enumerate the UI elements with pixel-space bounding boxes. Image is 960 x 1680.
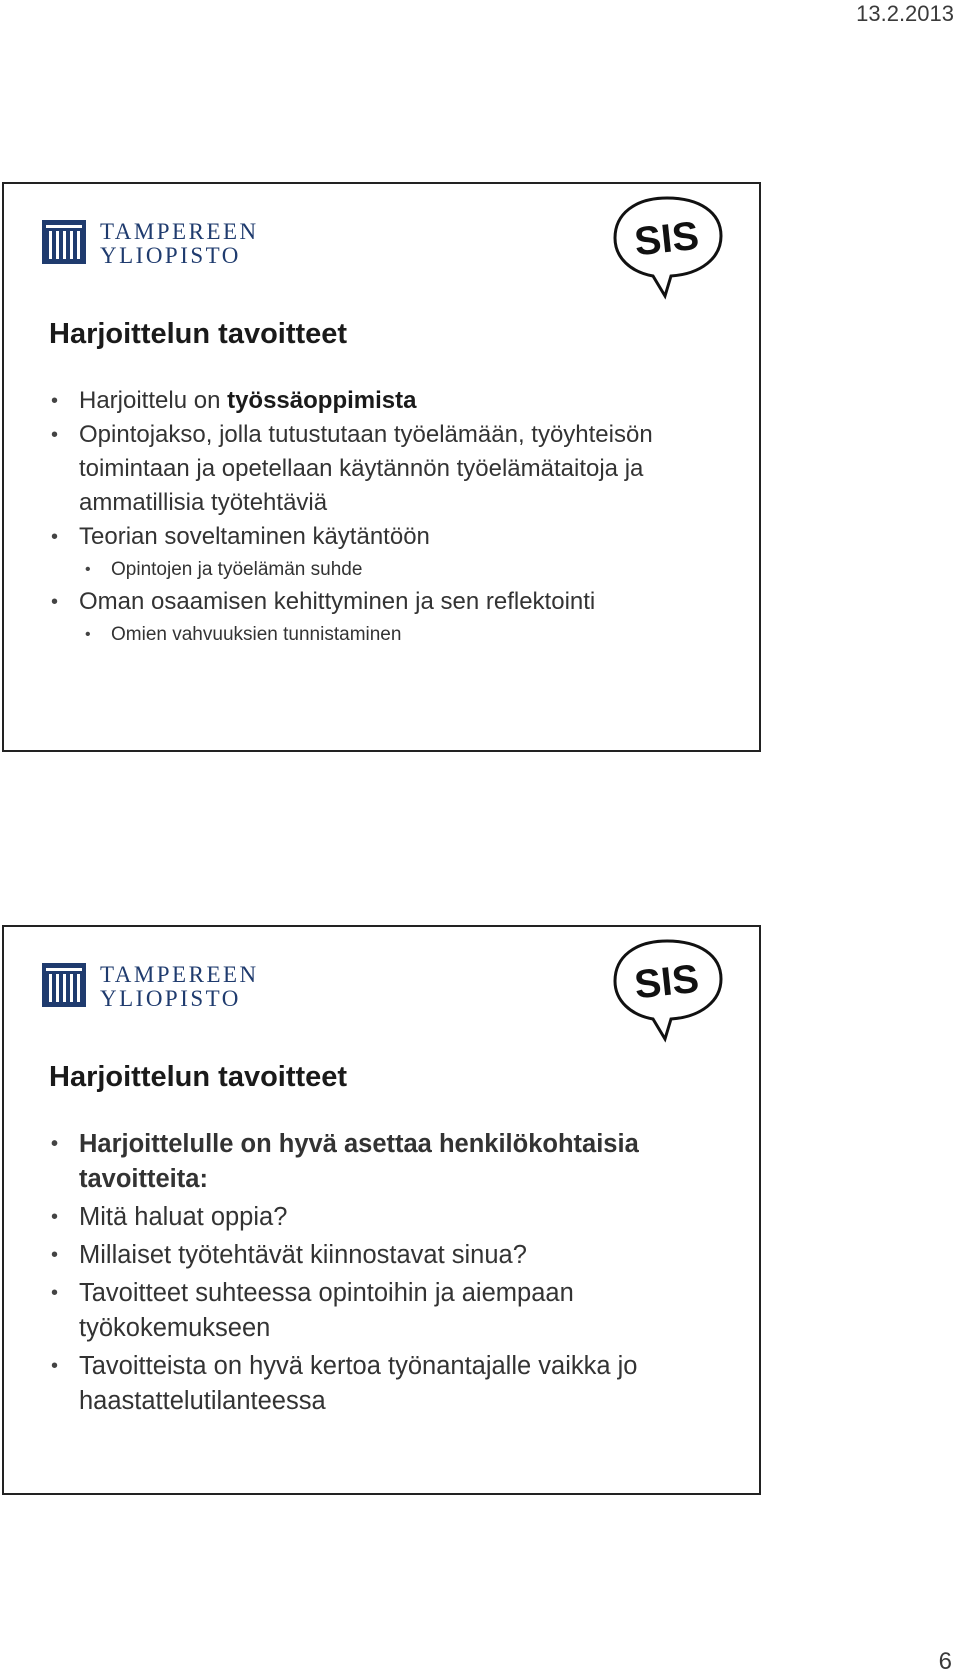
slide-2 [2, 925, 761, 1495]
university-logo-text [100, 963, 259, 1011]
list-item: • Tavoitteista on hyvä kertoa työnantajalle vaikka jo haastattelutilanteessa [49, 1349, 739, 1419]
university-logo-mark [42, 963, 86, 1007]
sis-speech-bubble-icon [607, 935, 727, 1045]
sub-list-item: • Omien vahvuuksien tunnistaminen [49, 619, 739, 650]
list-item: • Oman osaamisen kehittyminen ja sen reflektointi [49, 585, 739, 619]
sis-speech-bubble-icon [607, 192, 727, 302]
university-logo [42, 220, 282, 268]
list-item: • Teorian soveltaminen käytäntöön [49, 520, 739, 554]
sis-badge-text: SIS [632, 956, 702, 1008]
page-date: 13.2.2013 [856, 1, 954, 26]
list-item: • Harjoittelulle on hyvä asettaa henkilökohtaisia tavoitteita: [49, 1127, 739, 1197]
slide-title: Harjoittelun tavoitteet [49, 318, 348, 350]
slide-1 [2, 182, 761, 752]
logo-line-1: TAMPEREEN [100, 962, 259, 987]
list-item: • Mitä haluat oppia? [49, 1200, 739, 1235]
bullet-emphasis: työssäoppimista [227, 387, 417, 414]
sis-badge-text: SIS [632, 213, 702, 265]
university-logo-text [100, 220, 259, 268]
university-logo-mark [42, 220, 86, 264]
slide-title: Harjoittelun tavoitteet [49, 1061, 348, 1093]
university-logo [42, 963, 282, 1011]
page-number: 6 [938, 1648, 952, 1675]
bullet-list [49, 1127, 739, 1422]
list-item: • Opintojakso, jolla tutustutaan työelämään, työyhteisön toimintaan ja opetellaan käytännön työelämätaitoja ja ammatillisia työtehtäviä [49, 418, 739, 520]
bullet-list [49, 384, 739, 650]
list-item: • Tavoitteet suhteessa opintoihin ja aiempaan työkokemukseen [49, 1276, 739, 1346]
logo-line-2: YLIOPISTO [100, 986, 241, 1011]
list-item: • Millaiset työtehtävät kiinnostavat sinua? [49, 1238, 739, 1273]
sub-list-item: • Opintojen ja työelämän suhde [49, 554, 739, 585]
bullet-prefix: Harjoittelu on [79, 387, 228, 414]
logo-line-2: YLIOPISTO [100, 243, 241, 268]
logo-line-1: TAMPEREEN [100, 219, 259, 244]
list-item [49, 384, 739, 418]
